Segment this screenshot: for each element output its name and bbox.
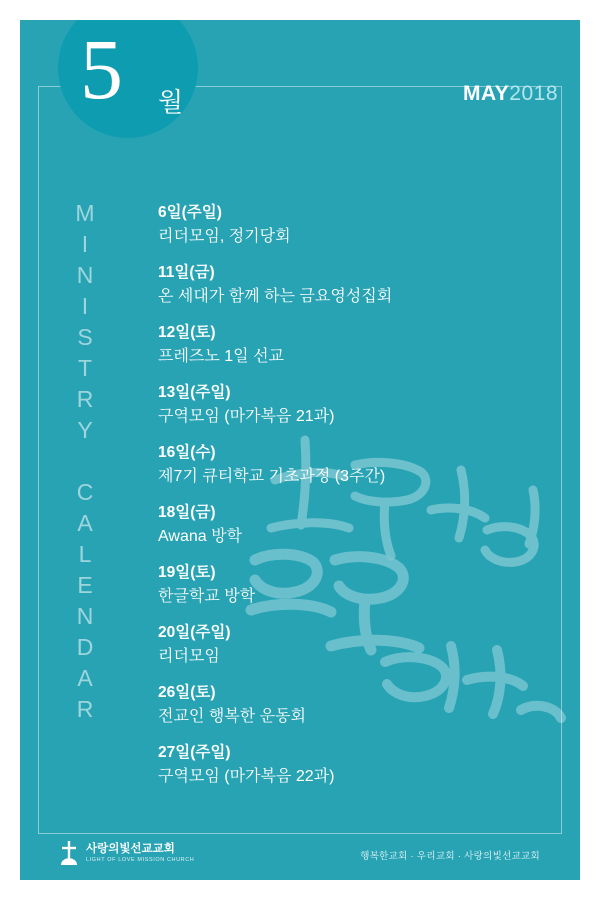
footer bbox=[20, 834, 580, 880]
affiliated-churches: 행복한교회 · 우리교회 · 사랑의빛선교교회 bbox=[360, 851, 540, 862]
month-en: MAY bbox=[463, 82, 510, 105]
list-item bbox=[158, 382, 548, 429]
church-name-kr: 사랑의빛선교교회 bbox=[86, 842, 175, 855]
month-number: 5 bbox=[80, 21, 121, 117]
event-date: 12일(토) bbox=[158, 324, 216, 341]
list-item bbox=[158, 502, 548, 549]
list-item bbox=[158, 682, 548, 729]
event-title: 구역모임 (마가복음 22과) bbox=[158, 768, 335, 785]
church-logo bbox=[58, 840, 194, 866]
event-date: 26일(토) bbox=[158, 684, 216, 701]
event-list bbox=[158, 202, 548, 802]
list-item bbox=[158, 262, 548, 309]
church-logo-icon bbox=[58, 840, 80, 866]
event-title: 구역모임 (마가복음 21과) bbox=[158, 408, 335, 425]
list-item bbox=[158, 562, 548, 609]
list-item bbox=[158, 442, 548, 489]
event-title: 리더모임 bbox=[158, 648, 220, 665]
church-name-en: LIGHT OF LOVE MISSION CHURCH bbox=[86, 856, 195, 863]
list-item bbox=[158, 202, 548, 249]
event-title: 온 세대가 함께 하는 금요영성집회 bbox=[158, 288, 393, 305]
event-date: 6일(주일) bbox=[158, 204, 222, 221]
poster-body bbox=[20, 20, 580, 880]
list-item bbox=[158, 322, 548, 369]
event-date: 27일(주일) bbox=[158, 744, 231, 761]
event-date: 13일(주일) bbox=[158, 384, 231, 401]
event-title: 한글학교 방학 bbox=[158, 588, 256, 605]
event-title: 프레즈노 1일 선교 bbox=[158, 348, 284, 365]
event-date: 16일(수) bbox=[158, 444, 216, 461]
event-title: 제7기 큐티학교 기초과정 (3주간) bbox=[158, 468, 386, 485]
event-title: 전교인 행복한 운동회 bbox=[158, 708, 306, 725]
event-title: Awana 방학 bbox=[158, 528, 242, 545]
event-date: 19일(토) bbox=[158, 564, 216, 581]
month-year-label bbox=[463, 82, 558, 106]
event-date: 11일(금) bbox=[158, 264, 215, 281]
year-label: 2018 bbox=[509, 82, 558, 105]
event-title: 리더모임, 정기당회 bbox=[158, 228, 291, 245]
vertical-title: MINISTRY CALENDAR bbox=[72, 200, 98, 727]
event-date: 18일(금) bbox=[158, 504, 216, 521]
month-word: 월 bbox=[158, 87, 184, 117]
event-date: 20일(주일) bbox=[158, 624, 231, 641]
list-item bbox=[158, 622, 548, 669]
list-item bbox=[158, 742, 548, 789]
